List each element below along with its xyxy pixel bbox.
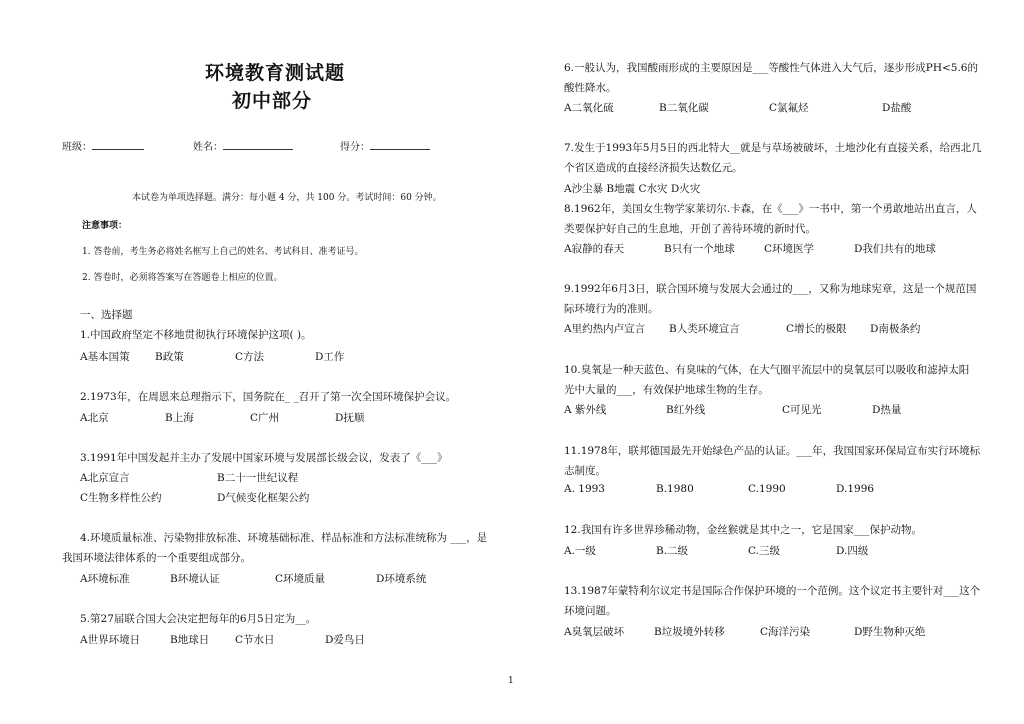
question-9: 9.1992年6月3日，联合国环境与发展大会通过的___，又称为地球宪章，这是一个规范国 — [564, 283, 977, 295]
option: B上海 — [165, 412, 194, 424]
question-stem: 1.中国政府坚定不移地贯彻执行环境保护这项( )。 — [80, 329, 312, 341]
name-blank — [223, 139, 293, 150]
option: A臭氧层破坏 — [564, 626, 625, 638]
question-10-options — [564, 402, 944, 416]
question-7: 7.发生于1993年5月5日的西北特大__就是与草场被破坏，土地沙化有直接关系，给西北几 — [564, 142, 982, 154]
question-9-continuation: 际环境行为的准则。 — [564, 303, 659, 315]
question-6-options — [564, 100, 944, 114]
class-field — [62, 138, 144, 153]
option: C方法 — [235, 351, 265, 363]
question-8-options — [564, 241, 954, 255]
option: D爱鸟日 — [325, 634, 365, 646]
notice-heading: 注意事项： — [82, 221, 128, 231]
option: B人类环境宣言 — [669, 323, 740, 335]
option: D野生物种灭绝 — [854, 626, 926, 638]
question-1 — [80, 327, 312, 342]
question-12-options — [564, 543, 944, 557]
option: A 紫外线 — [564, 404, 607, 416]
notice-item-2: 2. 答卷时，必须将答案写在答题卷上相应的位置。 — [82, 273, 283, 283]
class-label: 班级： — [62, 142, 92, 153]
question-11-continuation: 志制度。 — [564, 465, 606, 477]
option: A.一级 — [564, 545, 596, 557]
option: C.三级 — [748, 545, 780, 557]
option: C.1990 — [748, 483, 786, 495]
option: C环境质量 — [275, 573, 326, 585]
question-13: 13.1987年蒙特利尔议定书是国际合作保护环境的一个范例。这个议定书主要针对___这个 — [564, 585, 981, 597]
option: A环境标准 — [80, 573, 130, 585]
question-4-options — [80, 571, 440, 585]
question-5: 5.第27届联合国大会决定把每年的6月5日定为__。 — [80, 613, 317, 625]
question-3-options-row1 — [80, 470, 380, 484]
option: C海洋污染 — [760, 626, 811, 638]
option: C广州 — [250, 412, 280, 424]
question-2-options — [80, 410, 380, 424]
option: B二氧化碳 — [659, 102, 709, 114]
score-label: 得分： — [340, 142, 370, 153]
page-title: 环境教育测试题 — [205, 62, 346, 84]
option: A. 1993 — [564, 483, 605, 495]
option: C环境医学 — [764, 243, 815, 255]
option: D南极条约 — [870, 323, 921, 335]
option: C生物多样性公约 — [80, 492, 162, 504]
option: C节水日 — [235, 634, 275, 646]
page-subtitle: 初中部分 — [232, 90, 313, 112]
question-6-continuation: 酸性降水。 — [564, 82, 617, 94]
question-3: 3.1991年中国发起并主办了发展中国家环境与发展部长级会议，发表了《___》 — [80, 452, 448, 464]
option: A里约热内卢宣言 — [564, 323, 646, 335]
question-3-options-row2 — [80, 490, 380, 504]
page-number: 1 — [508, 676, 514, 686]
option: D盐酸 — [882, 102, 912, 114]
question-9-options — [564, 321, 954, 335]
question-13-continuation: 环境问题。 — [564, 605, 617, 617]
question-5-options — [80, 632, 400, 646]
question-12: 12.我国有许多世界珍稀动物，金丝猴就是其中之一，它是国家___保护动物。 — [564, 524, 922, 536]
option: B地球日 — [170, 634, 210, 646]
question-6: 6.一般认为，我国酸雨形成的主要原因是___等酸性气体进入大气后，逐步形成PH<5.6的 — [564, 62, 978, 74]
question-2: 2.1973年，在周恩来总理指示下，国务院在_ _召开了第一次全国环境保护会议。 — [80, 391, 457, 403]
notice-item-1: 1. 答卷前，考生务必将姓名框写上自己的姓名、考试科目、准考证号。 — [82, 247, 364, 257]
option: A北京宣言 — [80, 472, 130, 484]
option: C可见光 — [782, 404, 822, 416]
question-10: 10.臭氧是一种天蓝色、有臭味的气体，在大气圈平流层中的臭氧层可以吸收和滤掉太阳 — [564, 364, 970, 376]
name-label: 姓名： — [193, 142, 223, 153]
instructions: 本试卷为单项选择题。满分：每小题 4 分，共 100 分。考试时间：60 分钟。 — [132, 193, 442, 203]
class-blank — [92, 139, 144, 150]
option: D环境系统 — [376, 573, 427, 585]
question-4-continuation: 我国环境法律体系的一个重要组成部分。 — [62, 552, 251, 564]
option: B政策 — [155, 351, 184, 363]
option: A北京 — [80, 412, 109, 424]
option: B垃圾境外转移 — [654, 626, 725, 638]
question-7-options: A沙尘暴 B地震 C水灾 D火灾 — [564, 183, 701, 195]
question-1-options — [80, 349, 360, 363]
question-10-continuation: 光中大量的___，有效保护地球生物的生存。 — [564, 384, 769, 396]
option: A基本国策 — [80, 351, 130, 363]
option: A寂静的春天 — [564, 243, 625, 255]
option: D热量 — [872, 404, 902, 416]
question-8-continuation: 类要保护好自己的生息地，开创了善待环境的新时代。 — [564, 223, 816, 235]
section-heading: 一、选择题 — [80, 309, 133, 321]
option: A二氧化硫 — [564, 102, 614, 114]
option: B红外线 — [666, 404, 706, 416]
option: A世界环境日 — [80, 634, 141, 646]
option: D工作 — [315, 351, 345, 363]
option: D气候变化框架公约 — [217, 492, 310, 504]
option: D.1996 — [836, 483, 875, 495]
name-field — [193, 138, 293, 153]
score-blank — [370, 139, 430, 150]
option: C氯氟烃 — [769, 102, 809, 114]
option: B只有一个地球 — [664, 243, 735, 255]
option: B.二级 — [656, 545, 689, 557]
question-7-continuation: 个省区造成的直接经济损失达数亿元。 — [564, 162, 743, 174]
option: C增长的极限 — [786, 323, 847, 335]
question-13-options — [564, 624, 954, 638]
option: B环境认证 — [170, 573, 220, 585]
question-8: 8.1962年，美国女生物学家莱切尔.卡森，在《___》一书中，第一个勇敢地站出直言，人 — [564, 203, 977, 215]
question-4: 4.环境质量标准、污染物排放标准、环境基础标准、样品标准和方法标准统称为 ___，是 — [80, 532, 488, 544]
question-11: 11.1978年，联邦德国最先开始绿色产品的认证。___年，我国国家环保局宣布实行环境标 — [564, 445, 981, 457]
score-field — [340, 138, 430, 153]
option: B.1980 — [656, 483, 694, 495]
option: B二十一世纪议程 — [217, 472, 299, 484]
option: D我们共有的地球 — [854, 243, 936, 255]
option: D.四级 — [836, 545, 869, 557]
option: D抚顺 — [335, 412, 365, 424]
question-11-options — [564, 483, 944, 497]
